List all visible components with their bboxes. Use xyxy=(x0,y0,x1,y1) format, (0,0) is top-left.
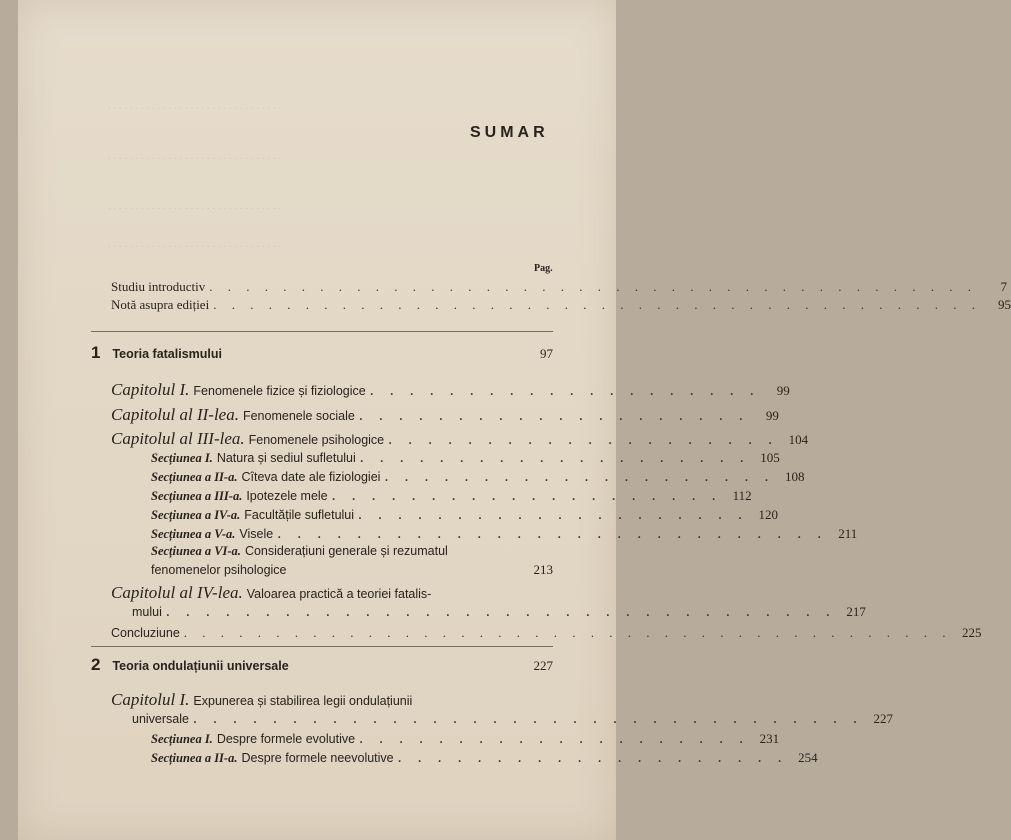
section-title: Considerațiuni generale și rezumatul xyxy=(244,544,448,558)
toc-entry[interactable] xyxy=(111,297,1011,313)
section-title: Facultățile sufletului xyxy=(244,508,355,522)
chapter-title: Valoarea practică a teoriei fatalis- xyxy=(246,587,432,601)
chapter-entry[interactable] xyxy=(111,380,790,400)
section-label: Secțiunea a VI-a. xyxy=(151,544,241,558)
chapter-page: 99 xyxy=(765,408,779,423)
chapter-title: Expunerea și stabilirea legii ondulațiunii xyxy=(193,694,413,708)
part-number: 2 xyxy=(91,655,101,674)
section-title: Visele xyxy=(239,527,274,541)
section-title: Despre formele neevolutive xyxy=(241,751,394,765)
chapter-label: Capitolul al II-lea. xyxy=(111,405,239,424)
chapter-title: Fenomenele fizice și fiziologice xyxy=(193,384,366,398)
chapter-entry[interactable] xyxy=(111,583,553,603)
chapter-label: Capitolul I. xyxy=(111,690,190,709)
section-page: 254 xyxy=(798,750,818,765)
toc-entry[interactable] xyxy=(111,279,1007,295)
page-title: SUMAR xyxy=(470,124,549,141)
dot-leader: . . . . . . . . . . . . . . . . . . . . xyxy=(358,407,749,424)
part-title: Teoria ondulațiunii universale xyxy=(112,659,289,673)
section-entry-continuation[interactable] xyxy=(151,562,553,578)
section-label: Secțiunea a II-a. xyxy=(151,751,238,765)
dot-leader: . . . . . . . . . . . . . . . . . . . . xyxy=(388,431,779,448)
book-page xyxy=(18,0,1011,840)
section-title: Ipotezele mele xyxy=(246,489,328,503)
section-label: Secțiunea a II-a. xyxy=(151,470,238,484)
section-page: 108 xyxy=(784,469,805,484)
chapter-entry[interactable] xyxy=(111,405,779,425)
part-page: 227 xyxy=(533,658,553,673)
section-entry[interactable] xyxy=(151,487,752,505)
section-label: Secțiunea a IV-a. xyxy=(151,508,241,522)
section-label: Secțiunea I. xyxy=(151,732,213,746)
section-label: Secțiunea a III-a. xyxy=(151,489,243,503)
dot-leader: . . . . . . . . . . . . . . . . . . . . . . . . . . . . . . . . . . . . . . . . . . xyxy=(209,279,977,294)
section-entry[interactable] xyxy=(151,544,521,559)
section-page: 120 xyxy=(758,507,779,522)
chapter-entry[interactable] xyxy=(111,429,809,449)
dot-leader: . . . . . . . . . . . . . . . . . . . . . . . . . . . . . . . . . . . . . . . . . . xyxy=(183,625,952,640)
section-label: Secțiunea a V-a. xyxy=(151,527,236,541)
section-title-cont: fenomenelor psihologice xyxy=(151,563,287,577)
toc-entry-page: 225 xyxy=(962,625,982,640)
section-entry[interactable] xyxy=(151,525,858,543)
dot-leader: . . . . . . . . . . . . . . . . . . . . . . . . . . . . xyxy=(277,525,828,542)
dot-leader: . . . . . . . . . . . . . . . . . . . . xyxy=(331,487,722,504)
dot-leader: . . . . . . . . . . . . . . . . . . . . xyxy=(359,730,750,747)
chapter-page: 217 xyxy=(846,604,866,619)
part-divider xyxy=(91,331,553,332)
chapter-page: 227 xyxy=(873,711,893,726)
section-entry[interactable] xyxy=(151,749,818,767)
section-label: Secțiunea I. xyxy=(151,451,213,465)
section-page: 211 xyxy=(838,526,858,541)
part-heading[interactable] xyxy=(91,343,553,363)
show-through: . . . . . . . . . . . . . . . . . . . . . . . . . . . . . . . . xyxy=(108,238,282,250)
chapter-label: Capitolul al IV-lea. xyxy=(111,583,243,602)
toc-entry-title: Concluziune xyxy=(111,626,180,640)
chapter-entry-continuation[interactable] xyxy=(132,603,866,621)
part-divider xyxy=(91,646,553,647)
chapter-page: 99 xyxy=(776,383,790,398)
toc-entry-page: 95 xyxy=(997,297,1011,312)
chapter-page: 104 xyxy=(788,432,809,447)
part-heading[interactable] xyxy=(91,655,553,675)
dot-leader: . . . . . . . . . . . . . . . . . . . . . . . . . . . . . . . . . . . . . . . . . . xyxy=(213,297,981,312)
section-entry[interactable] xyxy=(151,730,780,748)
dot-leader: . . . . . . . . . . . . . . . . . . . . xyxy=(384,468,775,485)
chapter-entry[interactable] xyxy=(111,690,531,710)
chapter-title: Fenomenele psihologice xyxy=(248,433,385,447)
toc-entry[interactable] xyxy=(111,625,982,641)
section-page: 105 xyxy=(760,450,780,465)
section-title: Cîteva date ale fiziologiei xyxy=(241,470,381,484)
section-title: Natura și sediul sufletului xyxy=(216,451,356,465)
chapter-label: Capitolul al III-lea. xyxy=(111,429,245,448)
show-through: . . . . . . . . . . . . . . . . . . . . . . . . . . . . . . . . xyxy=(108,150,282,162)
dot-leader: . . . . . . . . . . . . . . . . . . . . xyxy=(358,506,749,523)
toc-entry-page: 7 xyxy=(1000,279,1007,294)
part-number: 1 xyxy=(91,343,101,362)
toc-entry-title: Notă asupra ediției xyxy=(111,297,210,312)
section-entry[interactable] xyxy=(151,506,779,524)
show-through: . . . . . . . . . . . . . . . . . . . . . . . . . . . . . . . . xyxy=(108,200,282,212)
dot-leader: . . . . . . . . . . . . . . . . . . . . . . . . . . . . . . . . . . xyxy=(192,710,863,727)
section-entry[interactable] xyxy=(151,468,805,486)
section-page: 112 xyxy=(732,488,752,503)
part-title: Teoria fatalismului xyxy=(112,347,222,361)
page-column-label: Pag. xyxy=(534,263,553,274)
chapter-title-cont: universale xyxy=(132,712,189,726)
dot-leader: . . . . . . . . . . . . . . . . . . . . . . . . . . . . . . . . . . xyxy=(165,603,836,620)
dot-leader: . . . . . . . . . . . . . . . . . . . . xyxy=(397,749,788,766)
part-page: 97 xyxy=(540,346,553,361)
section-title: Despre formele evolutive xyxy=(216,732,356,746)
toc-entry-title: Studiu introductiv xyxy=(111,279,206,294)
chapter-title-cont: mului xyxy=(132,605,162,619)
show-through: . . . . . . . . . . . . . . . . . . . . . . . . . . . . . . . . xyxy=(108,100,282,112)
section-page: 231 xyxy=(759,731,780,746)
dot-leader: . . . . . . . . . . . . . . . . . . . . xyxy=(369,382,760,399)
chapter-entry-continuation[interactable] xyxy=(132,710,893,728)
section-page: 213 xyxy=(533,562,553,577)
chapter-title: Fenomenele sociale xyxy=(242,409,355,423)
chapter-label: Capitolul I. xyxy=(111,380,190,399)
dot-leader: . . . . . . . . . . . . . . . . . . . . xyxy=(359,449,750,466)
section-entry[interactable] xyxy=(151,449,780,467)
